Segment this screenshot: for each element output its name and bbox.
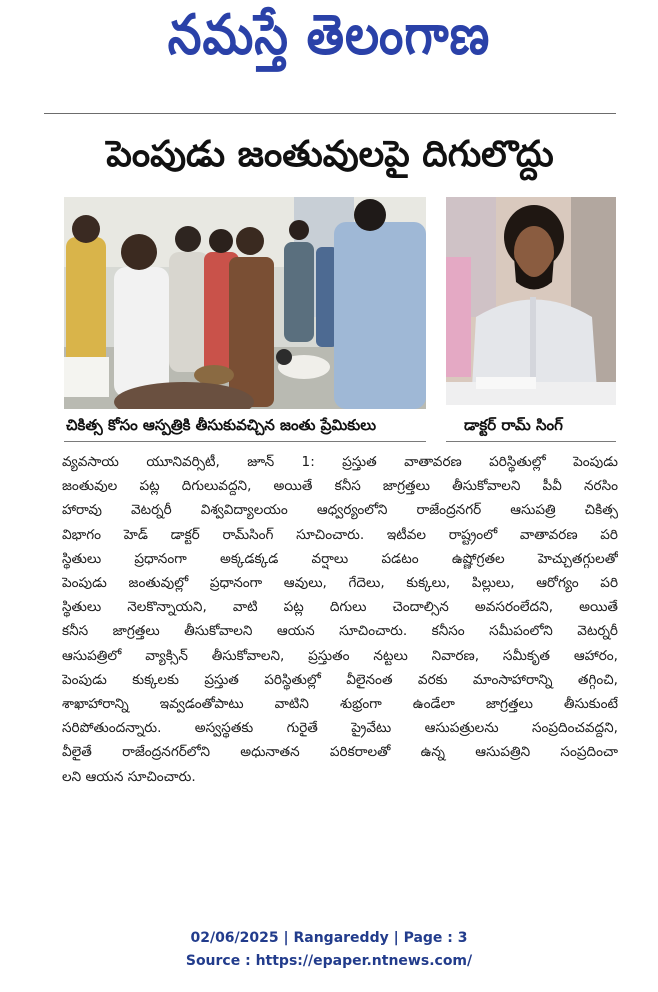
divider-caption-left bbox=[64, 441, 426, 442]
newspaper-logo: నమస్తే తెలంగాణ bbox=[167, 2, 491, 68]
divider-top bbox=[44, 113, 616, 114]
body-line: కనీస జాగ్రత్తలు తీసుకోవాలని ఆయన సూచించారు. కనీసం సమీపంలోని వెటర్నరీ bbox=[62, 623, 618, 640]
caption-right: డాక్టర్ రామ్ సింగ్ bbox=[464, 416, 563, 434]
body-line: జంతువుల పట్ల దిగులువద్దని, అయితే కనీస జాగ్రత్తలు తీసుకోవాలని పీవీ నరసిం bbox=[62, 478, 618, 495]
body-line: వ్యవసాయ యూనివర్సిటీ, జూన్ 1: ప్రస్తుత వాతావరణ పరిస్థితుల్లో పెంపుడు bbox=[62, 454, 618, 470]
photo-crowd bbox=[64, 197, 426, 409]
masthead bbox=[0, 0, 658, 86]
article-headline: పెంపుడు జంతువులపై దిగులొద్దు bbox=[106, 134, 554, 175]
footer-source-link[interactable]: Source : https://epaper.ntnews.com/ bbox=[185, 953, 473, 969]
body-line: స్థితులు నెలకొన్నాయని, వాటి పట్ల దిగులు చెందాల్సిన అవసరంలేదని, అయితే bbox=[62, 599, 618, 616]
footer-date-edition: 02/06/2025 | Rangareddy | Page : 3 bbox=[190, 930, 468, 946]
body-line: హారావు వెటర్నరీ విశ్వవిద్యాలయం ఆధ్వర్యంలోని రాజేంద్రనగర్ ఆసుపత్రి చికిత్స bbox=[62, 502, 618, 519]
body-line: సరిపోతుందన్నారు. అస్వస్థతకు గురైతే ప్రైవేటు ఆసుపత్రులను సంప్రదించవద్దని, bbox=[62, 720, 618, 737]
divider-caption-right bbox=[446, 441, 616, 442]
body-line: పెంపుడు కుక్కలకు ప్రస్తుత పరిస్థితుల్లో వీలైనంత వరకు మాంసాహారాన్ని తగ్గించి, bbox=[62, 671, 618, 688]
body-line: ఆసుపత్రిలో వ్యాక్సిన్ తీసుకోవాలని, ప్రస్తుతం నట్టలు నివారణ, సమీకృత ఆహారం, bbox=[62, 647, 618, 664]
article-body bbox=[62, 450, 618, 789]
caption-left: చికిత్స కోసం ఆస్పత్రికి తీసుకువచ్చిన జంతు ప్రేమికులు bbox=[66, 416, 377, 434]
photo-doctor bbox=[446, 197, 616, 405]
body-line: పెంపుడు జంతువుల్లో ప్రధానంగా ఆవులు, గేదెలు, కుక్కలు, పిల్లులు, ఆరోగ్యం పరి bbox=[62, 575, 618, 592]
body-line: లని ఆయన సూచించారు. bbox=[62, 768, 196, 785]
body-line: స్థితులు ప్రధానంగా అక్కడక్కడ వర్షాలు పడటం ఉష్ణోగ్రతల హెచ్చుతగ్గులతో bbox=[62, 550, 618, 567]
body-line: విభాగం హెడ్ డాక్టర్ రామ్‌సింగ్ సూచించారు. ఇటీవల రాష్ట్రంలో వాతావరణ పరి bbox=[62, 526, 618, 543]
body-line: శాఖాహారాన్ని ఇవ్వడంతోపాటు వాటిని శుభ్రంగా ఉండేలా జాగ్రత్తలు తీసుకుంటే bbox=[62, 696, 618, 713]
body-line: వీలైతే రాజేంద్రనగర్‌లోని అధునాతన పరికరాలతో ఉన్న ఆసుపత్రిని సంప్రదించా bbox=[62, 744, 618, 761]
